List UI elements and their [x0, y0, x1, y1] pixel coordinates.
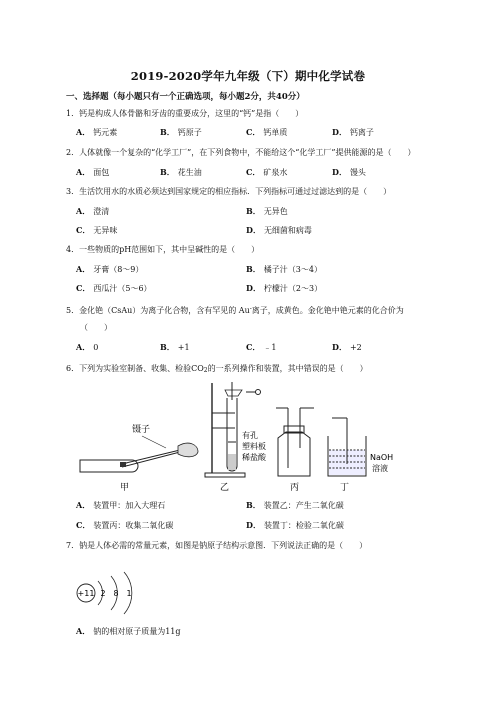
q5-option-b[interactable]: B． +1: [160, 342, 190, 352]
question-5-stem: 5．金化铯（CsAu）为离子化合物，含有罕见的 Au-离子，成黄色。金化铯中铯元素的化合价为: [66, 305, 404, 315]
label-ding: 丁: [340, 483, 350, 493]
question-4-stem: 4．一些物质的pH范围如下，其中呈碱性的是（ ）: [66, 245, 260, 254]
shell-2-count: 8: [113, 589, 119, 598]
apparatus-bing: [276, 408, 314, 493]
q3-option-d[interactable]: D． 无细菌和病毒: [246, 225, 312, 235]
q2-option-b[interactable]: B． 花生油: [160, 167, 202, 177]
q1-option-b[interactable]: B． 钙原子: [160, 127, 202, 137]
label-naoh: NaOH: [370, 453, 394, 462]
q4-option-d[interactable]: D． 柠檬汁（2～3）: [246, 283, 323, 293]
q2-option-c[interactable]: C． 矿泉水: [246, 167, 288, 177]
label-suliaoban: 塑料板: [242, 442, 266, 451]
q6-option-b[interactable]: B． 装置乙：产生二氧化碳: [246, 500, 344, 510]
question-1-stem: 1．钙是构成人体骨骼和牙齿的重要成分，这里的“钙”是指（ ）: [66, 109, 304, 118]
question-3-stem: 3．生活饮用水的水质必须达到国家规定的相应指标．下列指标可通过过滤达到的是（ ）: [66, 187, 392, 196]
label-youkong: 有孔: [242, 431, 258, 440]
q4-option-c[interactable]: C． 西瓜汁（5～6）: [76, 283, 152, 293]
apparatus-yi: [205, 382, 267, 493]
shell-3-count: 1: [126, 589, 132, 598]
label-rongye: 溶液: [372, 464, 388, 473]
q1-option-c[interactable]: C． 钙单质: [246, 127, 288, 137]
q2-option-d[interactable]: D． 馒头: [332, 167, 366, 177]
q1-option-a[interactable]: A． 钙元素: [76, 127, 118, 137]
label-bing: 丙: [290, 483, 300, 493]
page-title: 2019-2020学年九年级（下）期中化学试卷: [130, 69, 366, 83]
label-jia: 甲: [120, 483, 130, 493]
shell-1-count: 2: [100, 589, 106, 598]
label-xiyansuan: 稀盐酸: [242, 453, 266, 462]
tweezers-label: 镊子: [132, 425, 151, 435]
nucleus-label: +11: [77, 589, 95, 598]
q3-option-a[interactable]: A． 澄清: [76, 206, 110, 216]
question-5-blank: （ ）: [80, 323, 112, 332]
apparatus-jia: [80, 423, 198, 493]
apparatus-ding: [328, 418, 393, 493]
co2-apparatus-figure: [70, 378, 410, 498]
q5-option-d[interactable]: D． +2: [332, 342, 362, 352]
q5-option-c[interactable]: C． ﹣1: [246, 342, 277, 352]
q5-option-a[interactable]: A． 0: [76, 342, 99, 352]
q6-option-a[interactable]: A． 装置甲：加入大理石: [76, 500, 166, 510]
question-7-stem: 7．钠是人体必需的常量元素，如图是钠原子结构示意图．下列说法正确的是（ ）: [66, 541, 368, 550]
q4-option-a[interactable]: A． 牙膏（8～9）: [76, 264, 144, 274]
question-6-stem: 6．下列为实验室制备、收集、检验CO2的一系列操作和装置，其中错误的是（ ）: [66, 364, 368, 374]
sodium-atom-diagram: [72, 566, 152, 620]
q7-option-a[interactable]: A． 钠的相对原子质量为11g: [76, 626, 181, 636]
q6-option-c[interactable]: C． 装置丙：收集二氧化碳: [76, 520, 174, 530]
q2-option-a[interactable]: A． 面包: [76, 167, 110, 177]
q3-option-b[interactable]: B． 无异色: [246, 206, 288, 216]
q1-option-d[interactable]: D． 钙离子: [332, 127, 374, 137]
section-heading: 一、选择题（每小题只有一个正确选项，每小题2分，共40分）: [66, 92, 305, 102]
q4-option-b[interactable]: B． 橘子汁（3～4）: [246, 264, 322, 274]
label-yi: 乙: [220, 483, 230, 493]
question-2-stem: 2．人体就像一个复杂的“化学工厂”，在下列食物中，不能给这个“化学工厂”提供能源的是（ ）: [66, 148, 416, 157]
q3-option-c[interactable]: C． 无异味: [76, 225, 118, 235]
q6-option-d[interactable]: D． 装置丁：检验二氧化碳: [246, 520, 344, 530]
